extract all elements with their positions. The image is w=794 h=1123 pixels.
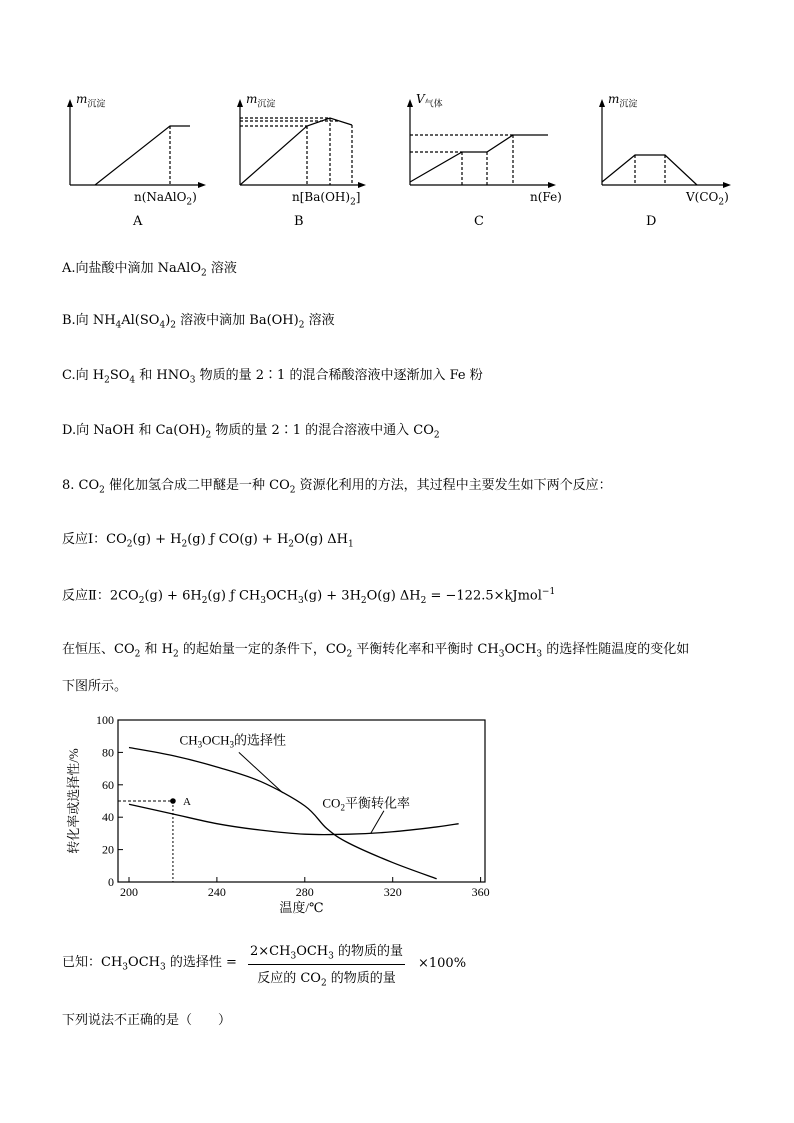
y-tick-label: 20 bbox=[102, 842, 114, 857]
option-d: D.向 NaOH 和 $Ca(OH)_2$ 物质的量 2∶1 的混合溶液中通入 $CO_2$ bbox=[62, 423, 440, 441]
series-label-co2-conversion: $CO_2$平衡转化率 bbox=[322, 795, 410, 813]
graph-d-caption: D bbox=[646, 214, 657, 229]
option-c: C.向 $H_2SO_4$ 和 $HNO_3$ 物质的量 2∶1 的混合稀酸溶液中逐渐加入 Fe 粉 bbox=[62, 368, 483, 386]
small-graphs bbox=[0, 85, 794, 235]
y-axis-title: 转化率或选择性/% bbox=[66, 748, 81, 854]
selectivity-fraction bbox=[248, 940, 405, 988]
graph-b-x-label: $n[Ba(OH)_2]$ bbox=[292, 190, 361, 208]
graph-b-caption: B bbox=[294, 214, 304, 229]
graph-b-y-label: $m_{沉淀}$ bbox=[246, 92, 276, 110]
reaction-2: 反应Ⅱ：$2CO_2(g) + 6H_2(g)$ ƒ $CH_3OCH_3(g) + 3H_2O(g) \Delta H_2$ = −122.5×kJmol$^{-1}$ bbox=[62, 587, 556, 606]
selectivity-conversion-chart bbox=[60, 712, 510, 917]
graph-d-y-label: $m_{沉淀}$ bbox=[608, 92, 638, 110]
q8-intro: 8. $CO_2$ 催化加氢合成二甲醚是一种 $CO_2$ 资源化利用的方法，其过程中主要发生如下两个反应： bbox=[62, 478, 612, 496]
option-a: A.向盐酸中滴加 NaAlO$_2$ 溶液 bbox=[62, 261, 237, 279]
graph-c-y-label: $V_{气体}$ bbox=[416, 92, 443, 110]
graph-a-x-label: n(NaAlO$_2$) bbox=[134, 190, 197, 208]
question-prompt: 下列说法不正确的是（ ） bbox=[62, 1013, 232, 1028]
series-label-leader bbox=[371, 811, 384, 834]
x-axis-title: 温度/℃ bbox=[279, 900, 324, 915]
x-tick-label: 240 bbox=[207, 885, 226, 899]
series-label-leader bbox=[239, 752, 283, 793]
graph-c-caption: C bbox=[474, 214, 484, 229]
point-a-label: A bbox=[182, 796, 191, 808]
fraction-tail: ×100% bbox=[418, 956, 467, 971]
graph-a-caption: A bbox=[133, 214, 143, 229]
graph-c-x-label: n(Fe) bbox=[530, 190, 562, 204]
series-label-dme-selectivity: $CH_3OCH_3$的选择性 bbox=[179, 732, 287, 750]
y-tick-label: 80 bbox=[102, 745, 114, 760]
graph-d-x-label: $V(CO_2)$ bbox=[686, 190, 729, 208]
y-tick-label: 60 bbox=[102, 777, 114, 792]
option-b: B.向 $NH_4Al(SO_4)_2$ 溶液中滴加 $Ba(OH)_2$ 溶液 bbox=[62, 313, 335, 331]
graph-a-y-label: $m_{沉淀}$ bbox=[76, 92, 106, 110]
fraction-denominator: 反应的 $CO_2$ 的物质的量 bbox=[257, 970, 396, 989]
y-tick-label: 40 bbox=[102, 810, 114, 825]
x-tick-label: 320 bbox=[383, 885, 402, 899]
x-tick-label: 360 bbox=[471, 885, 490, 899]
y-tick-label: 0 bbox=[108, 875, 114, 889]
reaction-1: 反应Ⅰ：$CO_2(g) + H_2(g)$ ƒ $CO(g) + H_2O(g)$ $\Delta H_1$ bbox=[62, 532, 354, 550]
series-line-dme-selectivity bbox=[129, 748, 437, 879]
fraction-numerator: $2\times CH_3OCH_3$ 的物质的量 bbox=[248, 940, 405, 965]
condition-text: 在恒压、$CO_2$ 和 $H_2$ 的起始量一定的条件下，$CO_2$ 平衡转化率和平衡时 $CH_3OCH_3$ 的选择性随温度的变化如 bbox=[62, 642, 690, 660]
point-a-marker bbox=[170, 798, 176, 804]
condition-text-line2: 下图所示。 bbox=[62, 679, 128, 694]
known-selectivity-def: 已知：$CH_3OCH_3$ 的选择性 = bbox=[62, 955, 237, 973]
x-tick-label: 280 bbox=[295, 885, 314, 899]
y-tick-label: 100 bbox=[96, 713, 114, 727]
x-tick-label: 200 bbox=[119, 885, 138, 899]
